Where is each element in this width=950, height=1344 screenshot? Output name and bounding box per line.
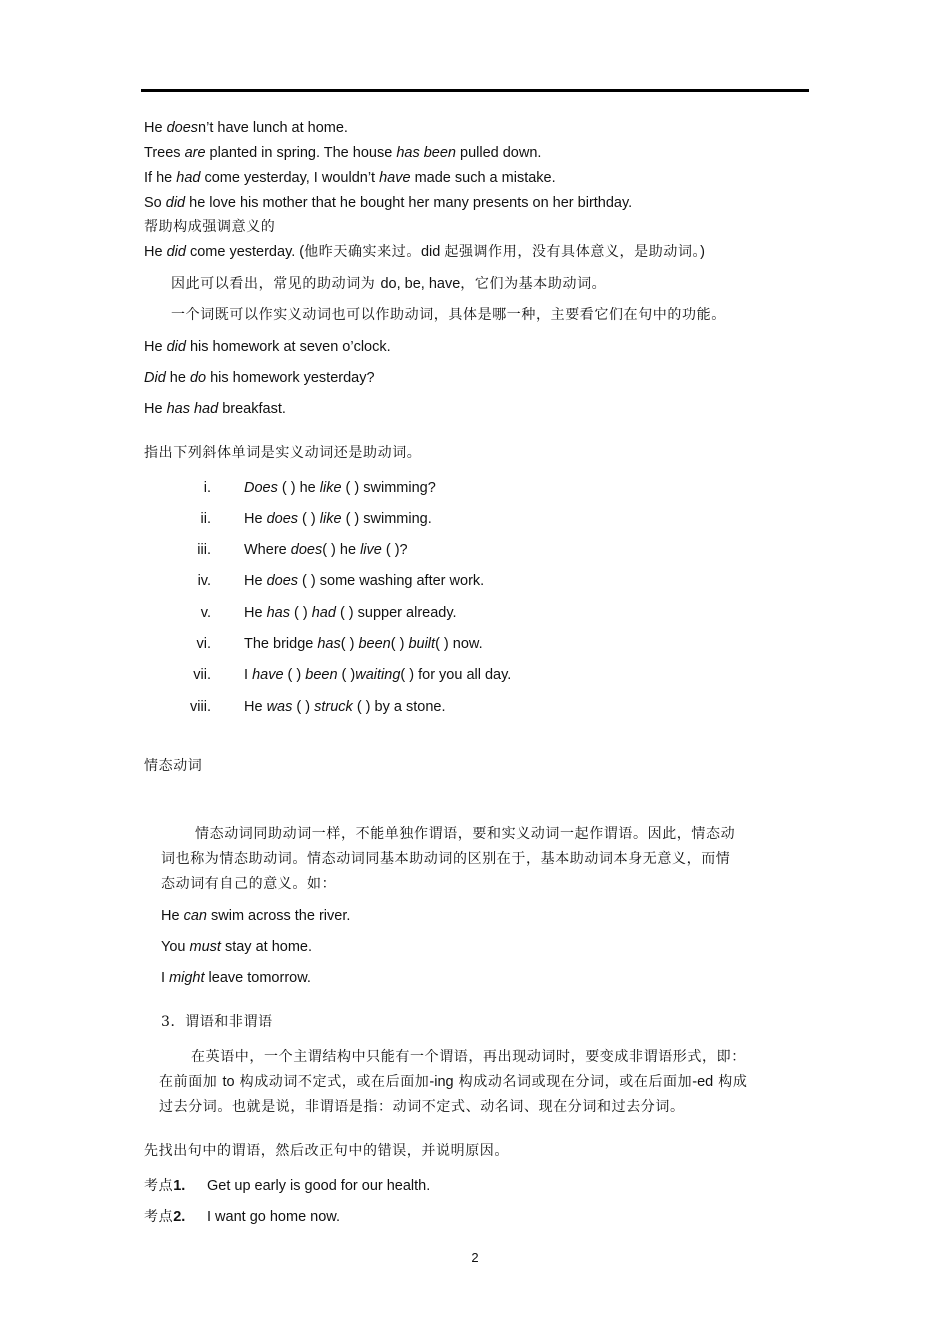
example-2: Did he do his homework yesterday? <box>144 370 375 386</box>
sentence-4: So did he love his mother that he bought her many presents on her birthday. <box>144 195 633 211</box>
sentence-5: He did come yesterday. (他昨天确实来过。did 起强调作用，没有具体意义，是助动词。) <box>144 244 705 260</box>
modal-example-2: You must stay at home. <box>161 939 312 955</box>
sentence-3: If he had come yesterday, I wouldn’t have made such a mistake. <box>144 170 556 186</box>
exercise-number: viii. <box>190 699 211 715</box>
test-point-2: 考点2. I want go home now. <box>144 1209 340 1225</box>
exercise-number: iii. <box>197 542 211 558</box>
modal-para-line-2: 词也称为情态助动词。情态动词同基本助动词的区别在于，基本助动词本身无意义，而情 <box>161 851 731 867</box>
page-number: 2 <box>471 1250 479 1265</box>
exercise-item: He does ( ) like ( ) swimming. <box>244 511 432 527</box>
exercise-number: ii. <box>200 511 211 527</box>
sentence-1: He doesn’t have lunch at home. <box>144 120 348 136</box>
test-point-1: 考点1. Get up early is good for our health. <box>144 1178 431 1194</box>
section3-para-line-3: 过去分词。也就是说，非谓语是指：动词不定式、动名词、现在分词和过去分词。 <box>159 1099 685 1115</box>
sentence-2: Trees are planted in spring. The house has been pulled down. <box>144 145 542 161</box>
exercise-number: vii. <box>193 667 211 683</box>
exercise-number: i. <box>203 480 211 496</box>
modal-heading: 情态动词 <box>144 758 203 774</box>
modal-para-line-3: 态动词有自己的意义。如： <box>161 876 337 892</box>
exercise-number: vi. <box>196 636 211 652</box>
exercise-item: Where does( ) he live ( )? <box>244 542 408 558</box>
exercise-item: He does ( ) some washing after work. <box>244 573 485 589</box>
exercise-item: Does ( ) he like ( ) swimming? <box>244 480 436 496</box>
example-3: He has had breakfast. <box>144 401 286 417</box>
exercise-number: v. <box>200 605 211 621</box>
exercise-number: iv. <box>197 573 211 589</box>
section3-para-line-2: 在前面加 to 构成动词不定式，或在后面加-ing 构成动名词或现在分词，或在后面加-ed 构成 <box>159 1074 748 1090</box>
exercise-item: He has ( ) had ( ) supper already. <box>244 605 457 621</box>
modal-para-line-1: 情态动词同助动词一样，不能单独作谓语，要和实义动词一起作谓语。因此，情态动 <box>195 826 736 842</box>
exercise-item: He was ( ) struck ( ) by a stone. <box>244 699 446 715</box>
exercise-intro: 指出下列斜体单词是实义动词还是助动词。 <box>144 445 422 461</box>
example-1: He did his homework at seven o’clock. <box>144 339 391 355</box>
exercise-item: I have ( ) been ( )waiting( ) for you all day. <box>244 667 512 683</box>
header-rule <box>141 89 809 92</box>
modal-example-3: I might leave tomorrow. <box>161 970 311 986</box>
section3-para-line-1: 在英语中，一个主谓结构中只能有一个谓语，再出现动词时，要变成非谓语形式，即： <box>191 1049 746 1065</box>
para-aux: 因此可以看出，常见的助动词为 do, be, have，它们为基本助动词。 <box>171 276 607 292</box>
modal-example-1: He can swim across the river. <box>161 908 351 924</box>
emphasis-heading: 帮助构成强调意义的 <box>144 219 276 235</box>
para-both: 一个词既可以作实义动词也可以作助动词，具体是哪一种，主要看它们在句中的功能。 <box>171 307 726 323</box>
exercise-item: The bridge has( ) been( ) built( ) now. <box>244 636 483 652</box>
section3-heading: 3．谓语和非谓语 <box>161 1014 273 1030</box>
section3-task: 先找出句中的谓语，然后改正句中的错误，并说明原因。 <box>144 1143 509 1159</box>
